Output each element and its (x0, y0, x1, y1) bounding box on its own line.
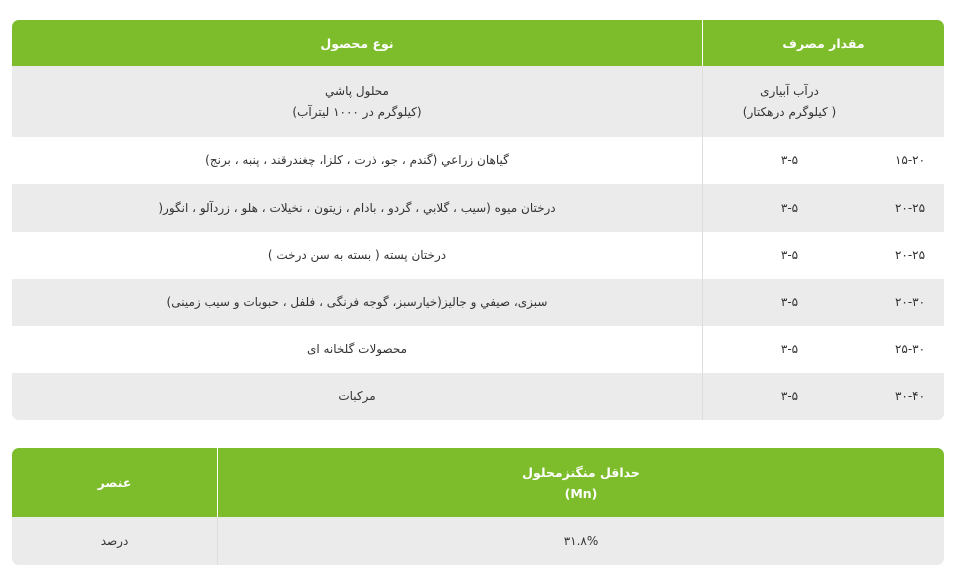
manganese-table (12, 448, 944, 565)
table-row (12, 373, 944, 420)
usage-table (12, 20, 944, 420)
irrigation-subheader-spacer (876, 66, 944, 137)
irrigation-value: ۱۵-۲۰ (894, 153, 926, 167)
spray-subheader-line1: محلول پاشي (325, 83, 389, 98)
irrigation-value: ۲۰-۲۵ (894, 248, 926, 262)
manganese-table-header (12, 448, 944, 517)
product-name: مرکبات (338, 389, 376, 403)
table-row (12, 232, 944, 279)
table-row (12, 184, 944, 232)
table-row (12, 279, 944, 326)
irrigation-value: ۲۰-۲۵ (894, 200, 926, 215)
spray-subheader-line2: (کیلوگرم در ۱۰۰۰ لیترآب) (292, 104, 422, 119)
table-row (12, 517, 944, 565)
irrigation-value: ۲۵-۳۰ (894, 342, 926, 356)
spray-value: ۳-۵ (702, 279, 876, 326)
spray-subheader-cell (12, 66, 702, 137)
min-manganese-header-line2: (Mn) (564, 485, 598, 501)
min-manganese-header-line1: حداقل منگنزمحلول (522, 464, 640, 480)
element-header-cell: عنصر (97, 475, 132, 490)
product-name: محصولات گلخانه ای (306, 342, 408, 356)
spray-value: ۳-۵ (702, 137, 876, 184)
product-name: سبزی، صیفي و جالیز(خیارسبز، گوجه فرنگی ، فلفل ، حبوبات و سیب زمینی) (166, 295, 548, 309)
irrigation-subheader-line1: درآب آبیاری (760, 83, 819, 98)
element-value: درصد (100, 533, 129, 548)
spray-value: ۳-۵ (702, 184, 876, 232)
usage-table-header (12, 20, 944, 66)
min-manganese-header-cell (217, 448, 944, 517)
usage-header-cell: مقدار مصرف (702, 20, 944, 66)
spray-value: ۳-۵ (702, 232, 876, 279)
table-row (12, 326, 944, 373)
spray-value: ۳-۵ (702, 373, 876, 420)
manganese-value: ۳۱.۸% (217, 517, 944, 565)
product-name: درختان میوه (سیب ، گلابي ، گردو ، بادام ، زیتون ، نخیلات ، هلو ، زردآلو ، انگور( (158, 200, 556, 215)
irrigation-subheader-cell (702, 66, 876, 137)
usage-table-subheader (12, 66, 944, 137)
irrigation-value: ۲۰-۳۰ (894, 295, 926, 309)
spray-value: ۳-۵ (702, 326, 876, 373)
product-name: گیاهان زراعي (گندم ، جو، ذرت ، کلزا، چغندرقند ، پنبه ، برنج) (205, 153, 509, 167)
irrigation-value: ۳۰-۴۰ (894, 389, 926, 403)
product-type-header-cell: نوع محصول (320, 35, 394, 51)
product-name: درختان پسته ( بسته به سن درخت ) (267, 248, 447, 262)
table-row (12, 137, 944, 184)
irrigation-subheader-line2: ( کیلوگرم درهکتار) (742, 104, 837, 119)
